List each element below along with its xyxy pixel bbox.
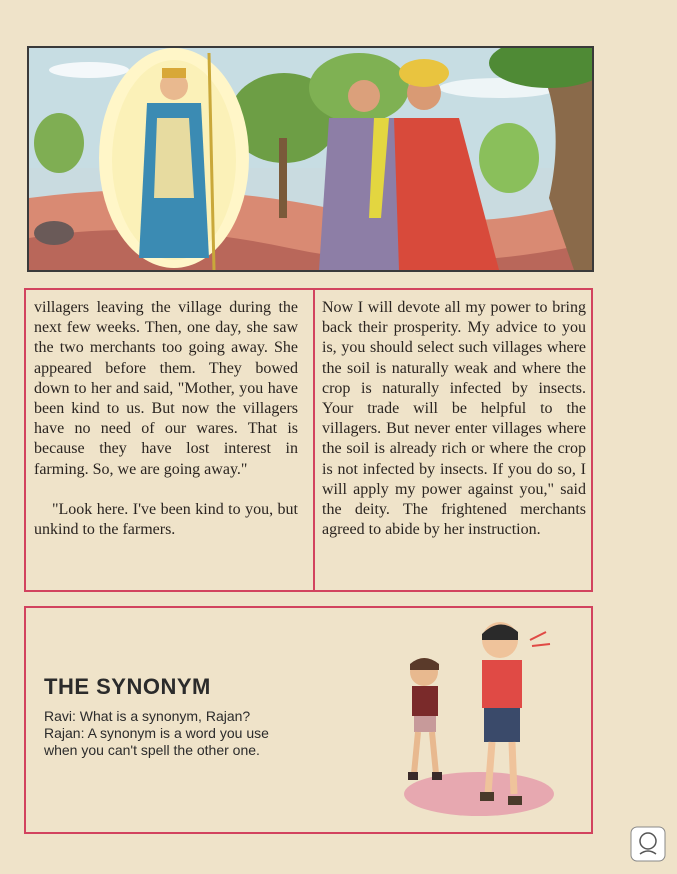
story-paragraph: "Look here. I've been kind to you, but unkind to the farmers. [34, 500, 298, 539]
story-paragraph: villagers leaving the village during the next few weeks. Then, one day, she saw the two merchants too going away. She appeared before them. They bowed down to her and said, "Mother, you have been kind to us. But now the villagers have no need of our wares. That is because they have lost interest in farming. So, we are going away." [34, 299, 298, 478]
story-column-right [322, 298, 586, 540]
story-text-box [24, 288, 593, 592]
joke-line-question: Ravi: What is a synonym, Rajan? [44, 708, 251, 724]
joke-title: THE SYNONYM [44, 674, 211, 699]
column-divider [313, 290, 315, 590]
story-paragraph: Now I will devote all my power to bring back their prosperity. My advice to you is, you should select such villages where the soil is naturally weak and where the crop is naturally infected by insects. Your trade will be helpful to the villagers. But never enter villages where the soil is already rich or where the crop is not infected by insects. If you do so, I will apply my power against you," said the deity. The frightened merchants agreed to abide by her instruction. [322, 299, 586, 539]
story-column-left [34, 298, 298, 540]
joke-box [24, 606, 593, 834]
kids-illustration [384, 614, 564, 824]
story-illustration [27, 46, 594, 272]
joke-line-answer: Rajan: A synonym is a word you use [44, 725, 269, 741]
illustration-drawing [29, 48, 592, 270]
publisher-logo-icon [630, 826, 666, 862]
joke-line-answer-continued: when you can't spell the other one. [44, 742, 260, 758]
